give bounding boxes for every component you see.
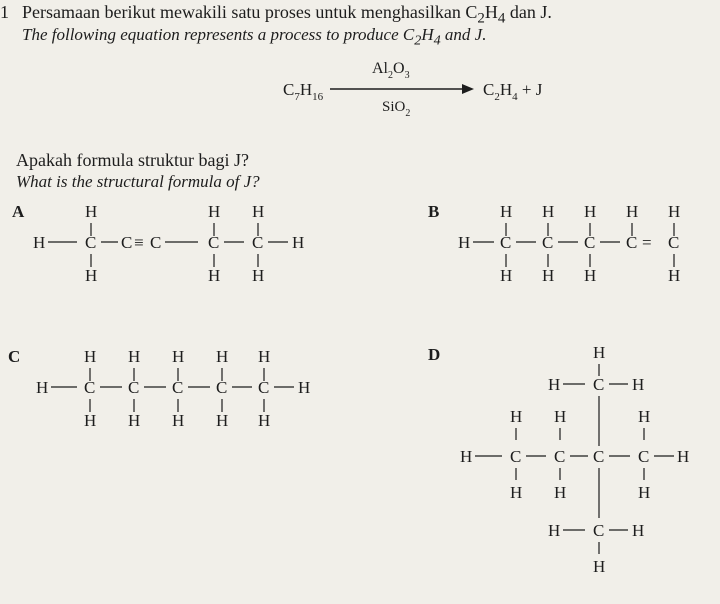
option-a-structure[interactable] (0, 195, 340, 305)
atom: H (554, 407, 567, 426)
atom: H (632, 375, 645, 394)
atom: C (626, 233, 638, 252)
question-text-english: The following equation represents a process to produce $C_2H_4$ and J. (22, 25, 487, 49)
atom: H (84, 347, 97, 366)
atom: H (584, 202, 597, 221)
prompt-malay: Apakah formula struktur bagi J? (16, 150, 249, 170)
atom: H (84, 411, 97, 430)
double-bond: = (642, 233, 652, 252)
atom: C (593, 375, 605, 394)
atom: H (593, 557, 606, 576)
atom: C (593, 521, 605, 540)
atom: H (593, 343, 606, 362)
atom: H (510, 407, 523, 426)
atom: H (216, 411, 229, 430)
chemical-equation (0, 55, 720, 135)
atom: H (33, 233, 46, 252)
option-d-letter: D (428, 345, 441, 364)
atom: C (208, 233, 220, 252)
atom: H (548, 521, 561, 540)
atom: H (668, 202, 681, 221)
atom: H (298, 378, 311, 397)
atom: C (638, 447, 650, 466)
atom: H (554, 483, 567, 502)
option-b-structure[interactable] (420, 195, 720, 305)
option-d-structure[interactable] (420, 338, 720, 604)
atom: H (128, 411, 141, 430)
atom: H (252, 202, 265, 221)
question-number: 1 (0, 2, 9, 22)
atom: H (542, 202, 555, 221)
question-text-malay: Persamaan berikut mewakili satu proses untuk menghasilkan $C_2H_4$ dan J. (22, 2, 552, 27)
atom: H (632, 521, 645, 540)
atom: H (500, 202, 513, 221)
atom: C (150, 233, 162, 252)
atom: H (85, 202, 98, 221)
atom: C (542, 233, 554, 252)
triple-bond: ≡ (134, 233, 144, 252)
atom: H (258, 347, 271, 366)
atom: H (584, 266, 597, 285)
atom: H (638, 407, 651, 426)
catalyst-bottom: SiO$_2$ (382, 99, 411, 119)
product-formula: $C_2H_4 + J$ (483, 80, 543, 103)
atom: C (85, 233, 97, 252)
atom: H (208, 266, 221, 285)
atom: H (458, 233, 471, 252)
atom: C (84, 378, 96, 397)
atom: H (500, 266, 513, 285)
atom: C (128, 378, 140, 397)
atom: H (172, 347, 185, 366)
atom: H (85, 266, 98, 285)
atom: H (510, 483, 523, 502)
atom: H (460, 447, 473, 466)
atom: C (668, 233, 680, 252)
atom: H (638, 483, 651, 502)
atom: H (668, 266, 681, 285)
atom: H (548, 375, 561, 394)
atom: H (292, 233, 305, 252)
option-c-letter: C (8, 347, 21, 366)
catalyst-top: $Al_2O_3$ (372, 60, 410, 81)
option-c-structure[interactable] (0, 340, 340, 450)
atom: C (510, 447, 522, 466)
atom: C (500, 233, 512, 252)
atom: C (172, 378, 184, 397)
atom: C (584, 233, 596, 252)
atom: H (258, 411, 271, 430)
atom: H (542, 266, 555, 285)
atom: C (554, 447, 566, 466)
atom: C (252, 233, 264, 252)
atom: H (36, 378, 49, 397)
atom: H (172, 411, 185, 430)
atom: C (258, 378, 270, 397)
atom: H (252, 266, 265, 285)
atom: H (216, 347, 229, 366)
option-a-letter: A (12, 202, 25, 221)
atom: C (593, 447, 605, 466)
atom: H (208, 202, 221, 221)
atom: H (677, 447, 690, 466)
atom: C (121, 233, 133, 252)
atom: H (128, 347, 141, 366)
arrow-head-icon (462, 84, 474, 94)
atom: H (626, 202, 639, 221)
reactant-formula: $C_7H_{16}$ (283, 80, 324, 103)
option-b-letter: B (428, 202, 440, 221)
atom: C (216, 378, 228, 397)
prompt-english: What is the structural formula of J? (16, 172, 260, 191)
